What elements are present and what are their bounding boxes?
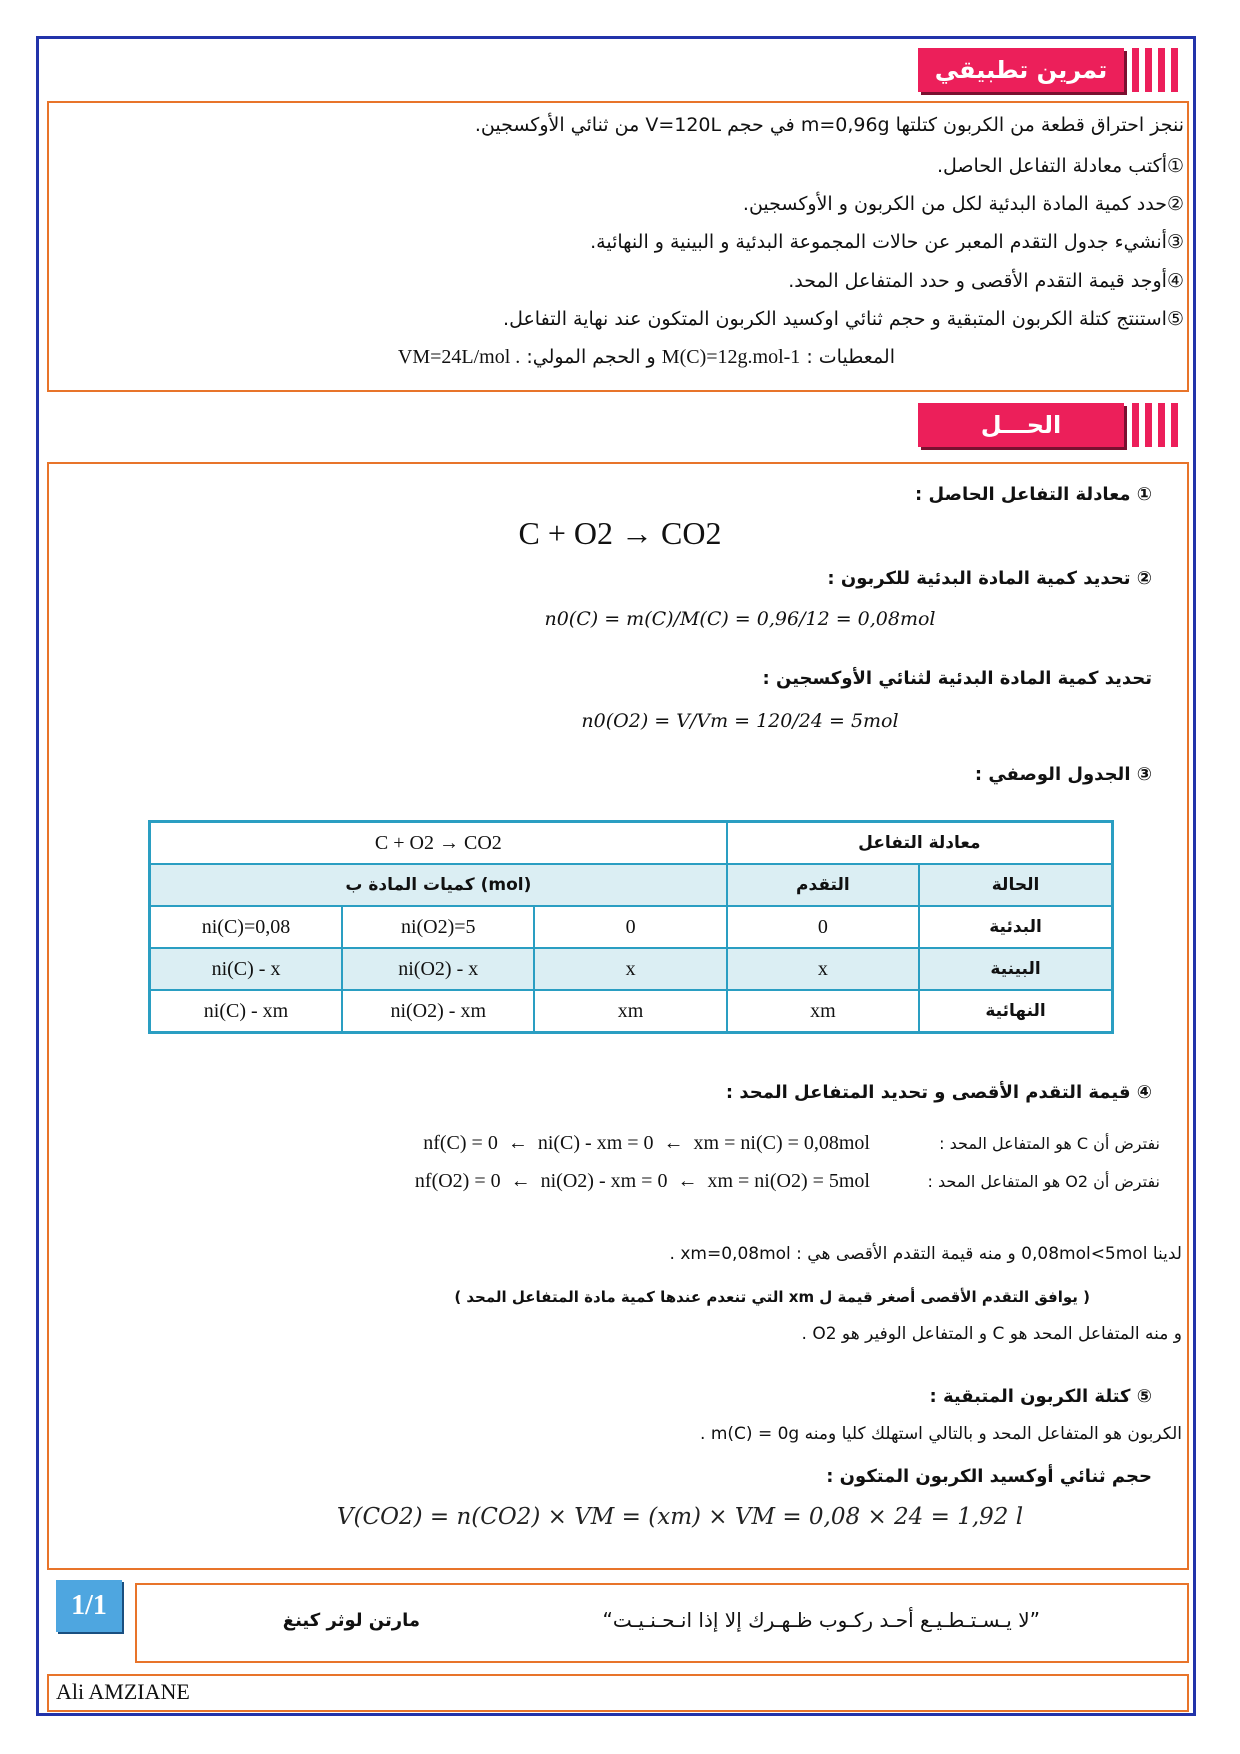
table-cell: 0 bbox=[727, 906, 919, 948]
author-name: Ali AMZIANE bbox=[56, 1679, 190, 1704]
max-advance-note: ( يوافق التقدم الأقصى أصغر قيمة ل xm التي تنعدم عندها كمية مادة المتفاعل المحد ) bbox=[454, 1288, 1090, 1306]
s5-heading: ⑤ كتلة الكربون المتبقية : bbox=[929, 1386, 1152, 1407]
table-cell: x bbox=[534, 948, 726, 990]
s2b-heading: تحديد كمية المادة البدئية لثنائي الأوكسجين : bbox=[762, 668, 1152, 689]
question-4: ④أوجد قيمة التقدم الأقصى و حدد المتفاعل المحد. bbox=[788, 270, 1184, 292]
table-state-header: الحالة bbox=[919, 864, 1112, 906]
max-advance-result: لدينا 0,08mol<5mol و منه قيمة التقدم الأقصى هي : xm=0,08mol . bbox=[669, 1244, 1182, 1264]
s1-heading: ① معادلة التفاعل الحاصل : bbox=[915, 484, 1152, 505]
s4-heading: ④ قيمة التقدم الأقصى و تحديد المتفاعل المحد : bbox=[725, 1082, 1152, 1103]
table-quantities-header: كميات المادة ب (mol) bbox=[150, 864, 727, 906]
question-3: ③أنشيء جدول التقدم المعبر عن حالات المجموعة البدئية و البينية و النهائية. bbox=[590, 231, 1184, 253]
exercise-banner: تمرين تطبيقي bbox=[918, 48, 1124, 92]
banner-bars-icon bbox=[1132, 403, 1178, 447]
banner-bars-icon bbox=[1132, 48, 1178, 92]
question-2: ②حدد كمية المادة البدئية لكل من الكربون و الأوكسجين. bbox=[742, 193, 1184, 215]
table-cell: xm bbox=[727, 990, 919, 1033]
advancement-table bbox=[148, 820, 1114, 1034]
question-5: ⑤استنتج كتلة الكربون المتبقية و حجم ثنائي اوكسيد الكربون المتكون عند نهاية التفاعل. bbox=[503, 308, 1184, 330]
table-cell: ni(C)=0,08 bbox=[150, 906, 343, 948]
table-equation: C + O2 → CO2 bbox=[150, 822, 727, 865]
table-cell: ni(C) - x bbox=[150, 948, 343, 990]
s2b-formula: n0(O2) = V/Vm = 120/24 = 5mol bbox=[581, 710, 899, 732]
table-equation-label: معادلة التفاعل bbox=[727, 822, 1113, 865]
table-cell: ni(O2) - x bbox=[342, 948, 534, 990]
co2-volume-formula: V(CO2) = n(CO2) × VM = (xm) × VM = 0,08 × 24 = 1,92 l bbox=[336, 1504, 1024, 1530]
table-cell: ni(O2) - xm bbox=[342, 990, 534, 1033]
hypothesis-2-label: نفترض أن O2 هو المتفاعل المحد : bbox=[927, 1172, 1160, 1191]
table-cell: ni(O2)=5 bbox=[342, 906, 534, 948]
s2-heading: ② تحديد كمية المادة البدئية للكربون : bbox=[827, 568, 1152, 589]
question-1: ①أكتب معادلة التفاعل الحاصل. bbox=[936, 155, 1184, 177]
given-data: المعطيات : M(C)=12g.mol-1 و الحجم المولي: VM=24L/mol . bbox=[397, 346, 895, 368]
hypothesis-1-equation: nf(C) = 0 ← ni(C) - xm = 0 ← xm = ni(C) = 0,08mol bbox=[423, 1132, 870, 1154]
quote-text: ”لا يـسـتـطـيـع أحـد ركـوب ظـهـرك إلا إذا انـحـنـيـت“ bbox=[602, 1608, 1040, 1632]
table-cell: xm bbox=[534, 990, 726, 1033]
page-number: 1/1 bbox=[56, 1580, 122, 1632]
table-state: النهائية bbox=[919, 990, 1112, 1033]
author-box bbox=[47, 1674, 1189, 1712]
solution-banner: الحـــل bbox=[918, 403, 1124, 447]
table-advance-header: التقدم bbox=[727, 864, 919, 906]
table-cell: ni(C) - xm bbox=[150, 990, 343, 1033]
s2-formula: n0(C) = m(C)/M(C) = 0,96/12 = 0,08mol bbox=[544, 608, 936, 630]
hypothesis-1-label: نفترض أن C هو المتفاعل المحد : bbox=[939, 1134, 1160, 1153]
hypothesis-2-equation: nf(O2) = 0 ← ni(O2) - xm = 0 ← xm = ni(O2) = 5mol bbox=[414, 1170, 870, 1192]
table-cell: 0 bbox=[534, 906, 726, 948]
s5b-heading: حجم ثنائي أوكسيد الكربون المتكون : bbox=[826, 1466, 1152, 1487]
exercise-intro: ننجز احتراق قطعة من الكربون كتلتها m=0,96g في حجم V=120L من ثنائي الأوكسجين. bbox=[474, 114, 1184, 136]
remaining-carbon: الكربون هو المتفاعل المحد و بالتالي استهلك كليا ومنه m(C) = 0g . bbox=[700, 1424, 1182, 1444]
table-state: البينية bbox=[919, 948, 1112, 990]
s3-heading: ③ الجدول الوصفي : bbox=[974, 764, 1152, 785]
reaction-equation: C + O2 → CO2 bbox=[518, 515, 722, 551]
table-cell: x bbox=[727, 948, 919, 990]
quote-author: مارتن لوثر كينغ bbox=[282, 1610, 420, 1631]
table-state: البدئية bbox=[919, 906, 1112, 948]
limiting-reactant: و منه المتفاعل المحد هو C و المتفاعل الوفير هو O2 . bbox=[801, 1324, 1182, 1344]
